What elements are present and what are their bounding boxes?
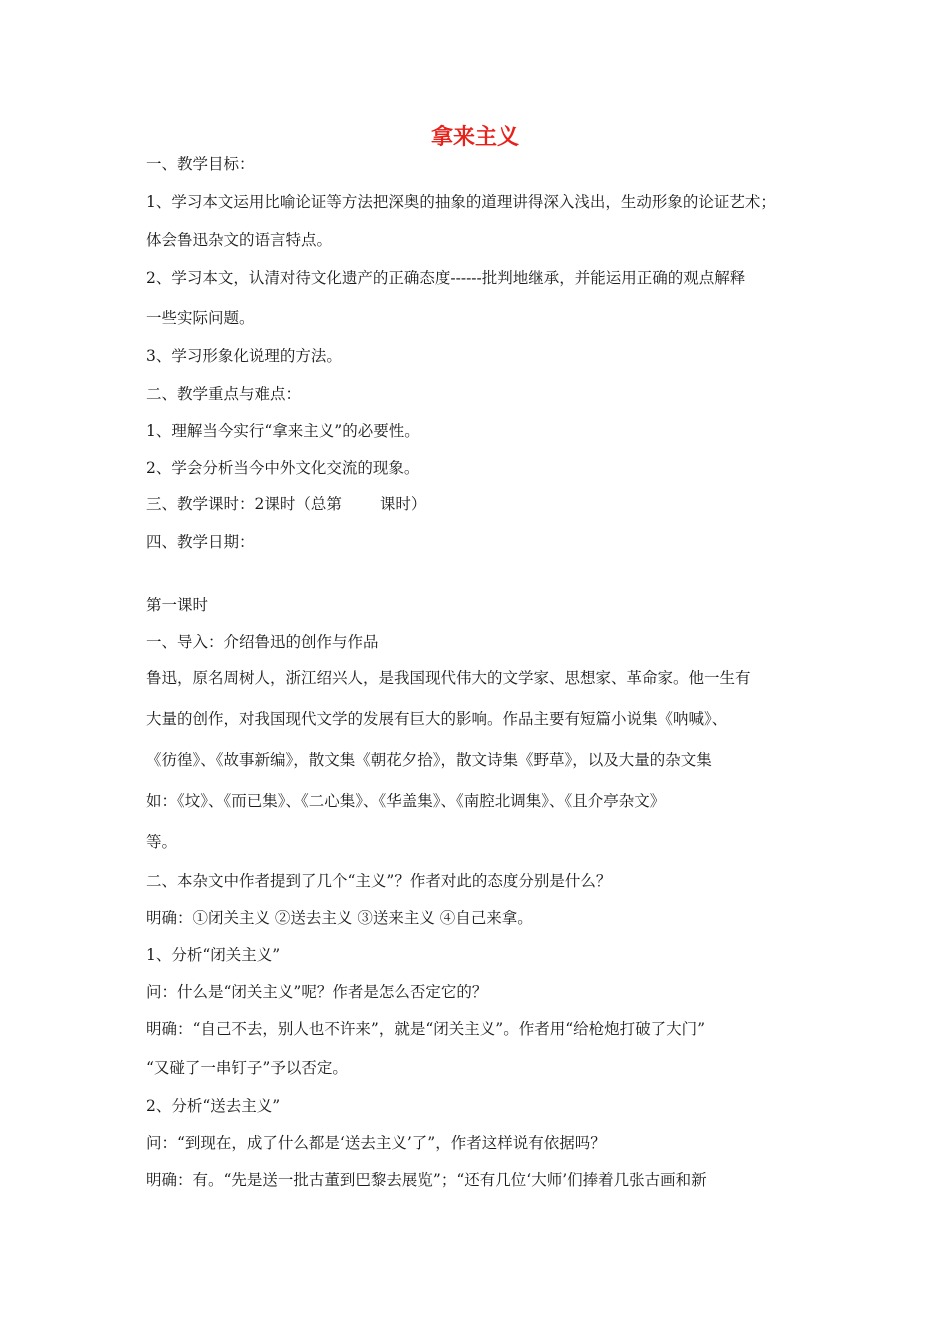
goal-2-line-2: 一些实际问题。 [146,309,255,327]
goal-1-line-1: 1、学习本文运用比喻论证等方法把深奥的抽象的道理讲得深入浅出，生动形象的论证艺术； [146,193,776,211]
intro-paragraph-line-4: 如：《坟》、《而已集》、《二心集》、《华盖集》、《南腔北调集》、《且介亭杂文》 [146,792,666,810]
class-hours-suffix: 课时） [379,495,427,513]
intro-paragraph-line-5: 等。 [146,833,178,851]
keypoint-2: 2、学会分析当今中外文化交流的现象。 [146,459,420,477]
question-2-heading: 二、本杂文中作者提到了几个“主义”？作者对此的态度分别是什么？ [146,872,612,890]
class-hours-prefix: 三、教学课时：2课时（总第 [146,495,342,513]
intro-heading: 一、导入：介绍鲁迅的创作与作品 [146,633,379,651]
class-hours [146,494,826,514]
analysis-2-question: 问：“到现在，成了什么都是‘送去主义’了”，作者这样说有依据吗？ [146,1134,606,1152]
analysis-1-question: 问：什么是“闭关主义”呢？作者是怎么否定它的？ [146,983,488,1001]
intro-paragraph-line-3: 《彷徨》、《故事新编》，散文集《朝花夕拾》，散文诗集《野草》，以及大量的杂文集 [146,751,712,769]
document-title: 拿来主义 [430,125,519,150]
keypoint-1: 1、理解当今实行“拿来主义”的必要性。 [146,422,420,440]
goal-3: 3、学习形象化说理的方法。 [146,347,342,365]
analysis-2-answer-line-1: 明确：有。“先是送一批古董到巴黎去展览”；“还有几位‘大师’们捧着几张古画和新 [146,1171,707,1189]
goals-heading: 一、教学目标： [146,155,255,173]
analysis-2-heading: 2、分析“送去主义” [146,1097,281,1115]
goal-2-line-1: 2、学习本文，认清对待文化遗产的正确态度------批判地继承，并能运用正确的观点解释 [146,269,746,287]
intro-paragraph-line-2: 大量的创作，对我国现代文学的发展有巨大的影响。作品主要有短篇小说集《呐喊》、 [146,710,728,728]
goal-1-line-2: 体会鲁迅杂文的语言特点。 [146,231,333,249]
analysis-1-answer-line-2: “又碰了一串钉子”予以否定。 [146,1059,348,1077]
analysis-1-heading: 1、分析“闭关主义” [146,946,281,964]
date-heading: 四、教学日期： [146,533,255,551]
intro-paragraph-line-1: 鲁迅，原名周树人，浙江绍兴人，是我国现代伟大的文学家、思想家、革命家。他一生有 [146,669,751,687]
analysis-1-answer-line-1: 明确：“自己不去，别人也不许来”，就是“闭关主义”。作者用“给枪炮打破了大门” [146,1020,706,1038]
question-2-answer: 明确：①闭关主义 ②送去主义 ③送来主义 ④自己来拿。 [146,909,533,927]
keypoints-heading: 二、教学重点与难点： [146,385,302,403]
lesson-1-heading: 第一课时 [146,596,209,614]
